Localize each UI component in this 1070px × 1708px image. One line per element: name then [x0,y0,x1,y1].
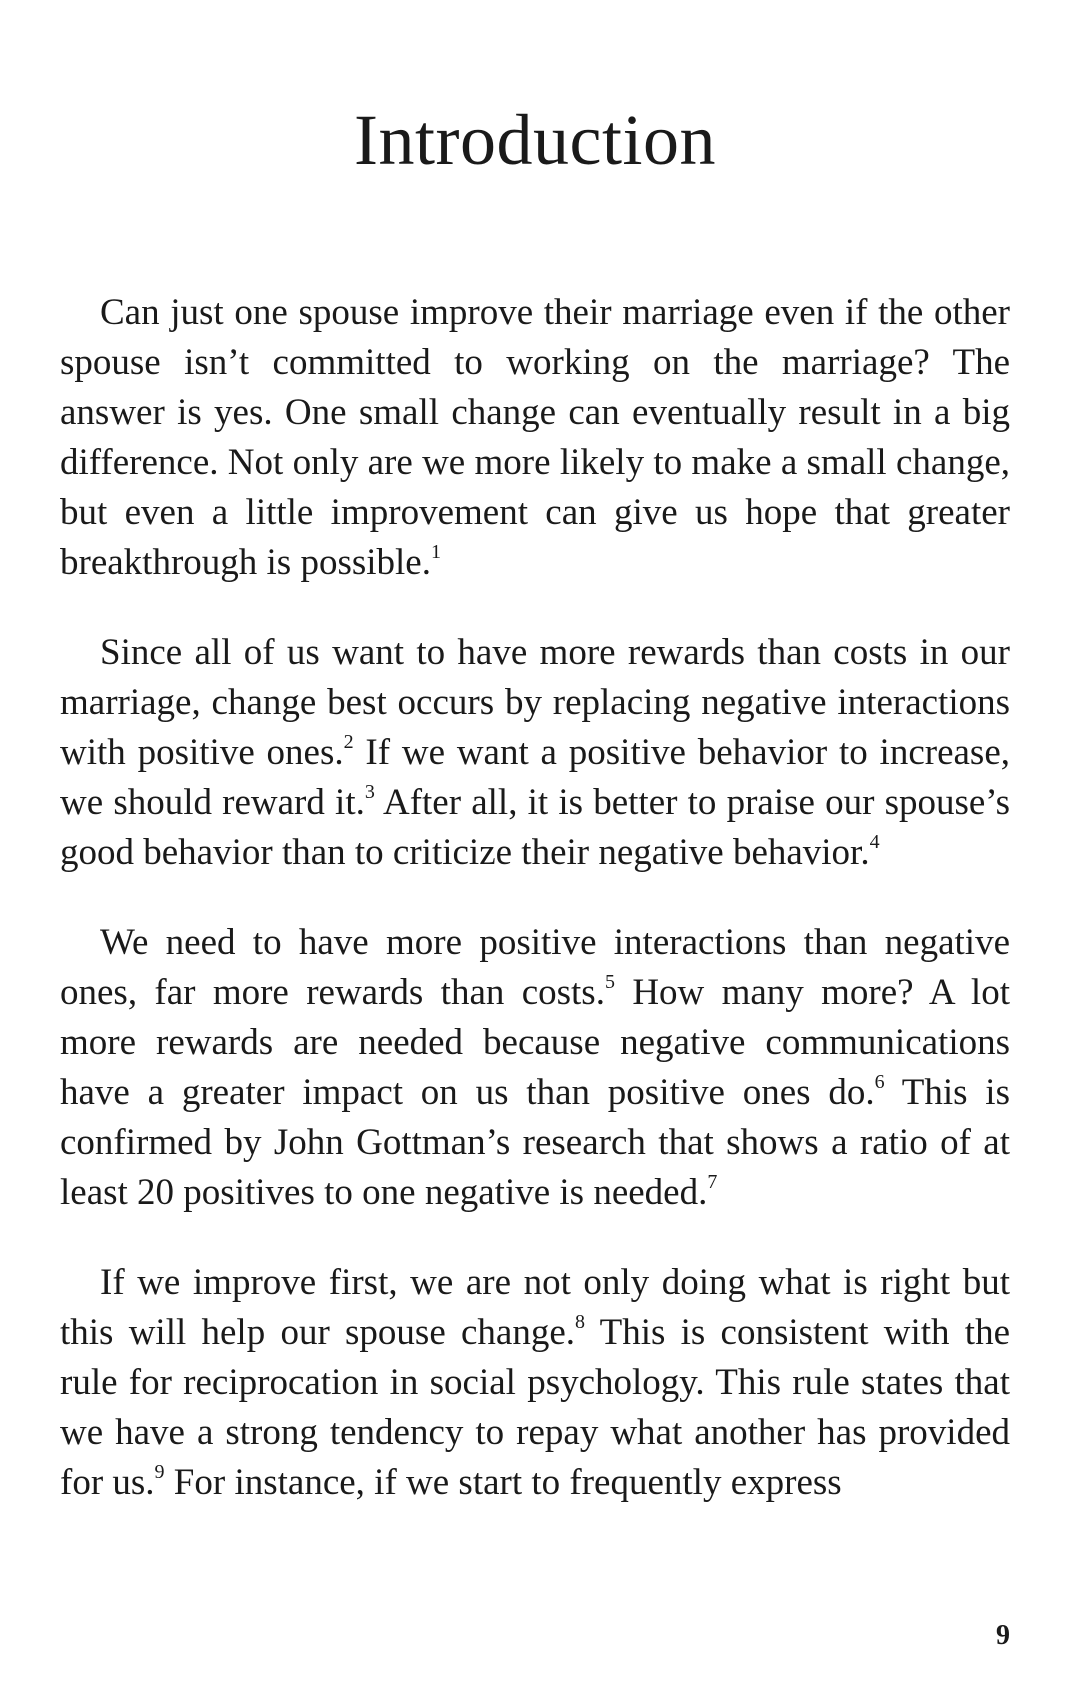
text-run: This is consistent with the rule for reciprocation in social psychology. This rule states that we have a strong tendency to repay what another has provided for us. [60,1312,1010,1503]
footnote-ref-2[interactable]: 2 [343,731,354,753]
text-run: Since all of us want to have more rewards than costs in our marriage, change best occurs by replacing negative interactions with positive ones. [60,632,1010,773]
footnote-ref-4[interactable]: 4 [869,831,880,853]
paragraph-1 [60,288,1010,588]
footnote-ref-5[interactable]: 5 [604,971,615,993]
footnote-ref-9[interactable]: 9 [154,1461,165,1483]
text-run: If we want a positive behavior to increase, we should reward it. [60,732,1010,823]
footnote-ref-6[interactable]: 6 [874,1071,885,1093]
page-number: 9 [996,1620,1010,1651]
paragraph-2 [60,628,1010,878]
footnote-ref-8[interactable]: 8 [575,1311,586,1333]
footnote-ref-7[interactable]: 7 [707,1171,718,1193]
text-run: This is confirmed by John Gottman’s research that shows a ratio of at least 20 positives to one negative is needed. [60,1072,1010,1213]
paragraph-3 [60,918,1010,1218]
text-run: After all, it is better to praise our spouse’s good behavior than to criticize their negative behavior. [60,782,1010,873]
chapter-title: Introduction [354,100,716,180]
text-run: If we improve first, we are not only doing what is right but this will help our spouse change. [60,1262,1010,1353]
footnote-ref-3[interactable]: 3 [364,781,375,803]
chapter-body [60,288,1010,1548]
text-run: How many more? A lot more rewards are needed because negative communications have a greater impact on us than positive ones do. [60,972,1010,1113]
footnote-ref-1[interactable]: 1 [430,541,441,563]
text-run: For instance, if we start to frequently express [164,1462,842,1503]
paragraph-4 [60,1258,1010,1508]
text-run: Can just one spouse improve their marriage even if the other spouse isn’t committed to working on the marriage? The answer is yes. One small change can eventually result in a big difference. Not only are we more likely to make a small change, but even a little improvement can give us hope that greater breakthrough is possible. [60,292,1010,583]
text-run: We need to have more positive interactions than negative ones, far more rewards than costs. [60,922,1010,1013]
